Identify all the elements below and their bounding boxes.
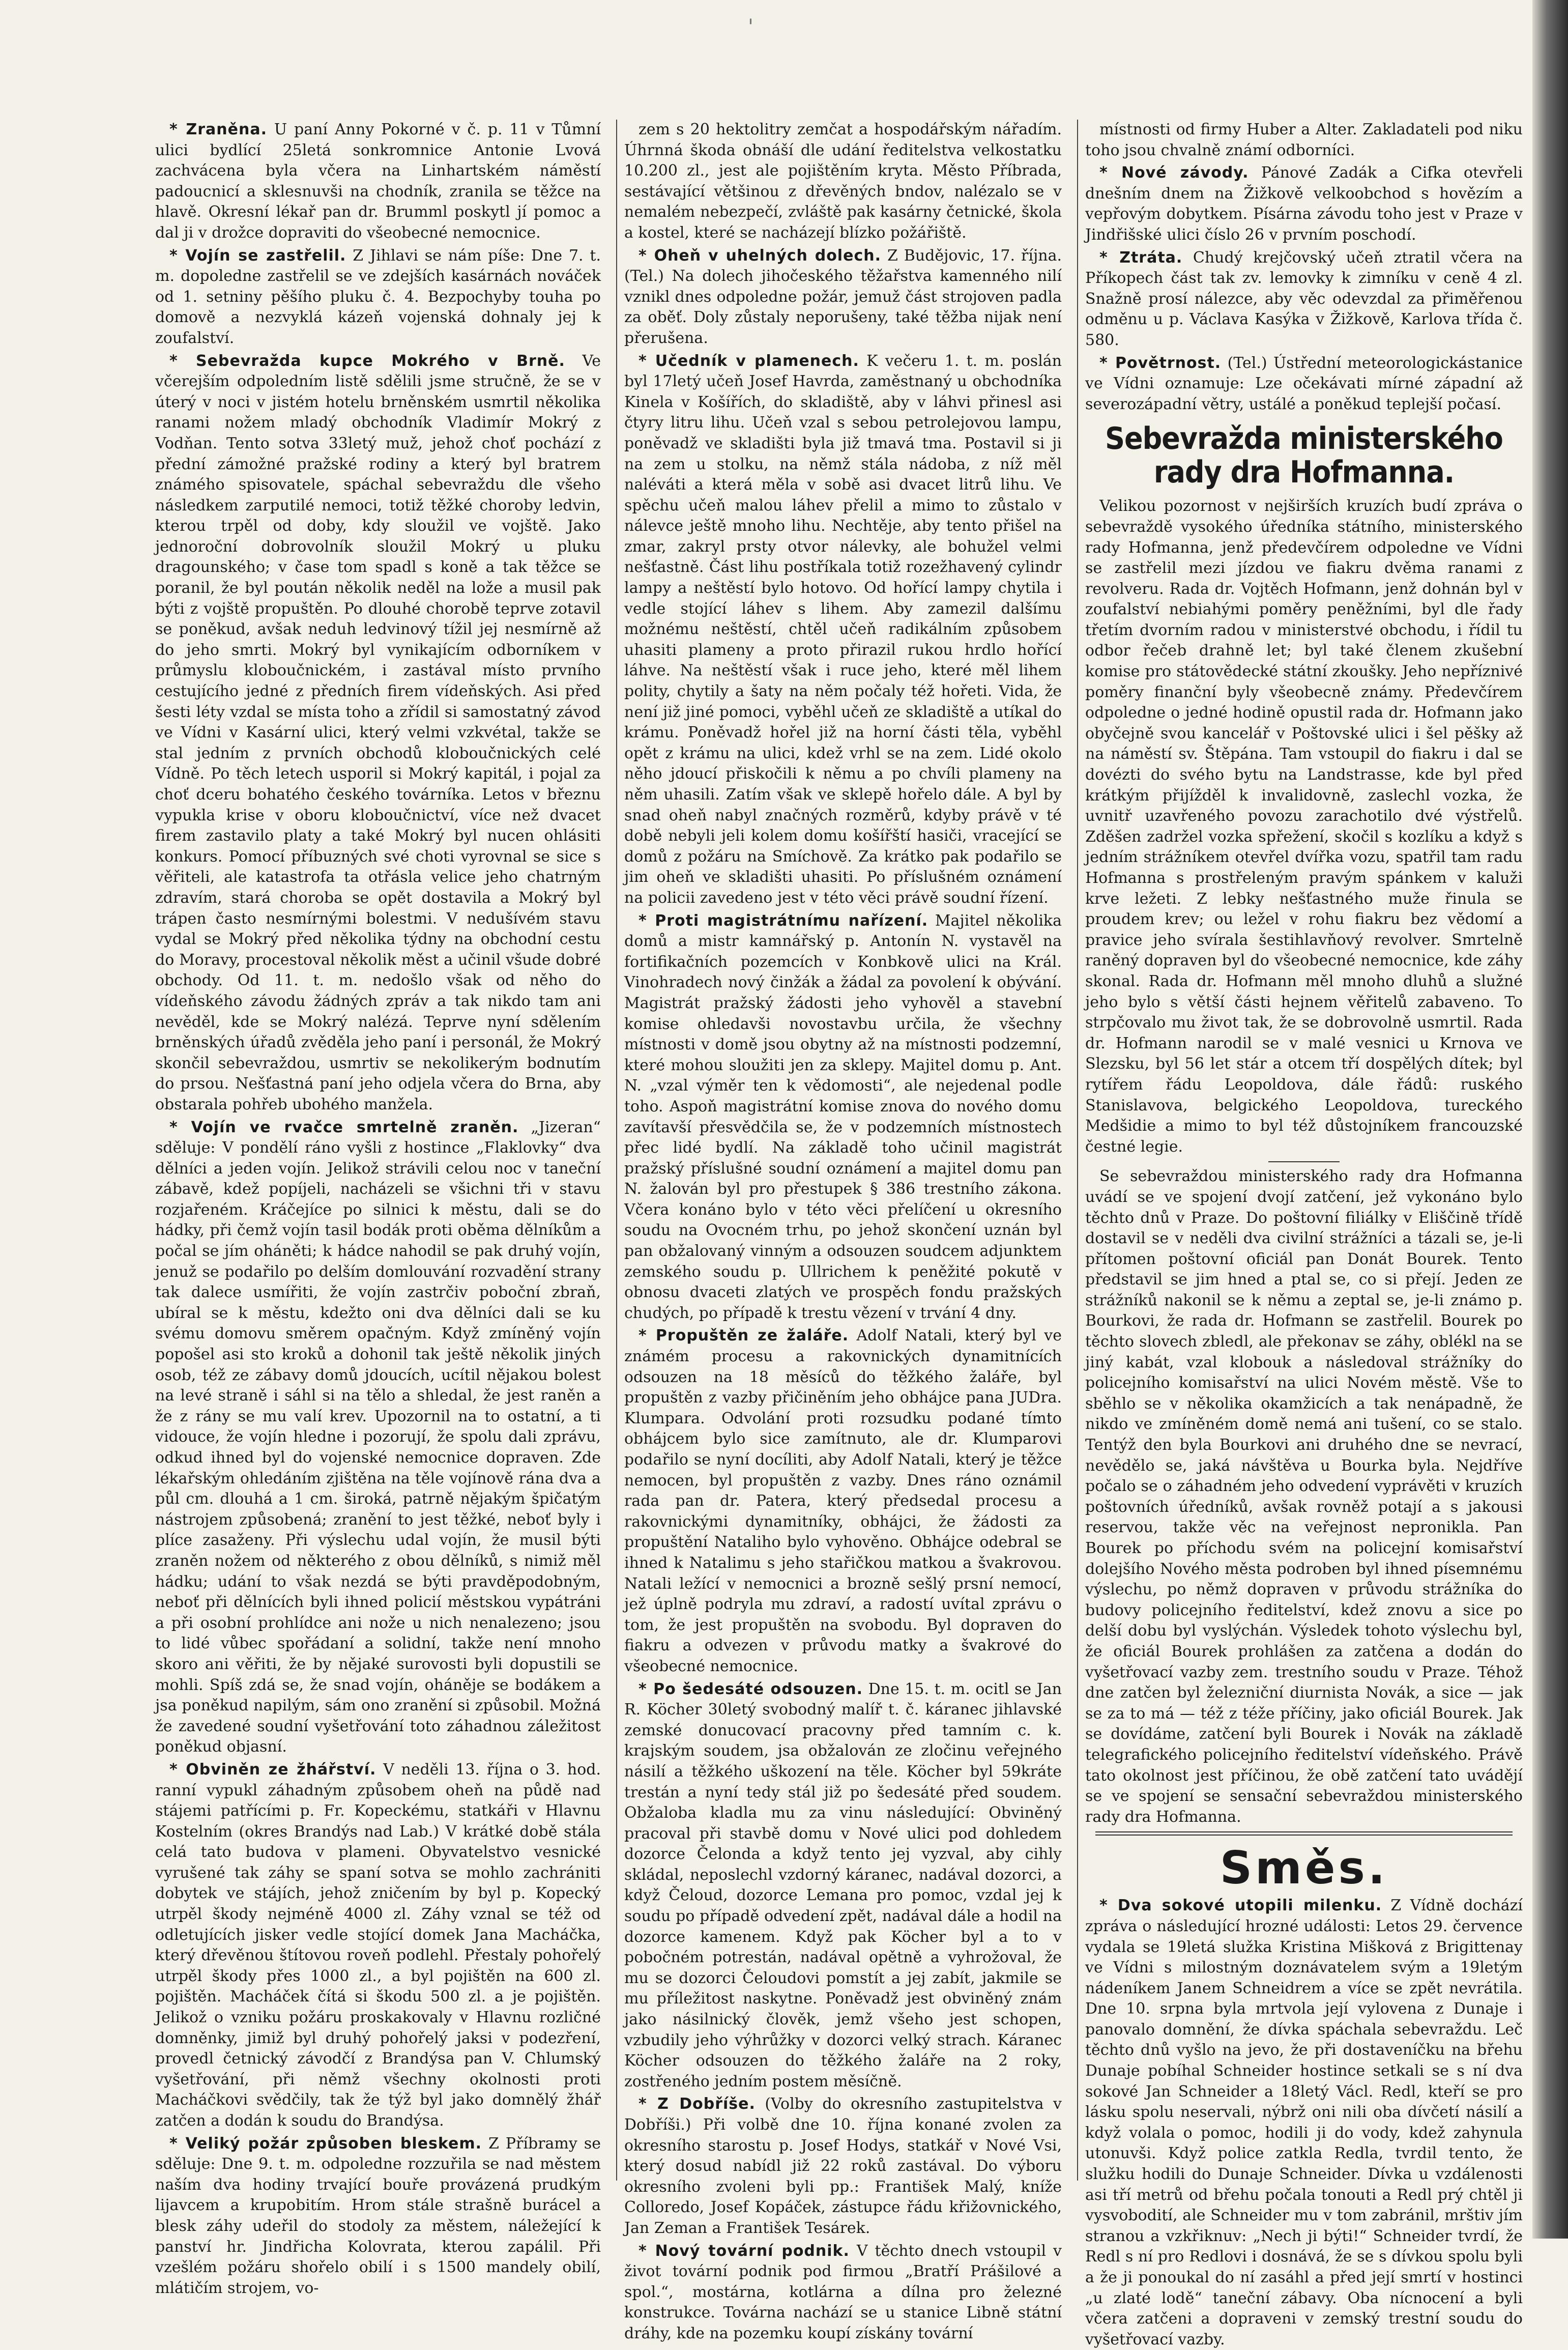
article-paragraph [1085,163,1523,245]
article-heading: * Vojín ve rvačce smrtelně zraněn. [169,1118,519,1136]
article-body: Chudý krejčovský učeň ztratil včera na Příkopech část tak zv. lemovky k zimníku v ceně 4 zl. Snažně prosí nálezce, aby věc odevzdal za přiměřenou odměnu u p. Václava Kasýka v Žižkově, Karlova třída č. 580. [1085,248,1523,349]
article-paragraph [1085,120,1523,161]
article-heading: * Zraněna. [169,121,267,138]
page-mark: ' [748,15,753,39]
news-article [1085,1896,1523,2350]
article-body: V neděli 13. října o 3. hod. ranní vypukl záhadným způsobem oheň na půdě nad stájemi patřícími p. Fr. Kopeckému, statkáři v Hlavnu Kostelním (okres Brandýs nad Lab.) V krátké době stála celá tato budova v plameni. Obyvatelstvo vesnické vyrušené tak záhy se spaní sotva se mohlo zachrániti dobytek ve stájích, jehož zničením by byl p. Kopecký utrpěl škody nejméně 4000 zl. Záhy vznal se též od odletujících jisker vedle stojící domek Jana Macháčka, který dřevěnou štítovou roveň podlehl. Přestaly pohořelý utrpěl škody přes 1000 zl., a byl pojištěn na 600 zl. pojištěn. Macháček čítá si škodu 500 zl. a je pojištěn. Jelikož o vzniku požáru proskakovaly v Hlavnu rozličné domněnky, jimiž byl druhý pohořelý jaksi v podezření, provedl četnický závodčí z Brandýsa pan V. Chlumský vyšetřování, při němž všechny okolnosti proti Macháčkovi svědčily, tak že týž byl jako domnělý žhář zatčen a dodán k soudu do Brandýsa. [155,1760,601,2130]
article-paragraph [624,2241,1062,2344]
article-body: Dne 15. t. m. ocitl se Jan R. Köcher 30letý svobodný malíř t. č. káranec jihlavské zemské donucovací pracovny před tamním c. k. krajským soudem, jsa obžalován ze zločinu veřejného násilí a těžkého uškození na těle. Köcher byl 59kráte trestán a nyní tedy stál již po šedesáté před soudem. Obžaloba kladla mu za vinu následující: Obviněný pracoval při stavbě domu v Nové ulici pod dohledem dozorce Čelonda a když tento jej vyzval, aby cihly skládal, neposlechl vzdorný káranec, nadával dozorci, a když Čeloud, dozorce Lemana pro pomoc, vzdal jej k soudu po případě odvedení zpět, nadával dále a hodil na dozorce kamenem. Když pak Köcher byl a to v pobočném potrestán, nadával opětně a vyhrožoval, že mu se dozorci Čeloudovi pomstít a jej zabít, jakmile se mu příležitost naskytne. Poněvadž jest obviněný znám jako násilnický člověk, jemž všeho jest schopen, vzbudily jeho výhrůžky v dozorci velký strach. Káranec Köcher odsouzen do těžkého žaláře na 2 roky, zostřeného jedním postem měsíčně. [624,1680,1062,2090]
article-body: (Volby do okresního zastupitelstva v Dobříši.) Při volbě dne 10. října konané zvolen za okresního starostu p. Josef Hodys, statkář v Nové Vsi, který dosud nabídl již 22 roků zastával. Do výboru okresního zvoleni byli pp.: František Malý, kníže Colloredo, Josef Kopáček, zástupce řádu křižovnického, Jan Zeman a František Tesárek. [624,2095,1062,2237]
news-article [1085,353,1523,415]
news-article [624,2094,1062,2239]
article-body: zem s 20 hektolitry zemčat a hospodářským nářadím. Úhrnná škoda obnáší dle udání ředitelstva velkostatku 10.200 zl., jest ale pojištěním kryta. Město Příbrada, sestávající většinou z dřevěných bndov, nalézalo se v nemalém nebezpečí, zvláště pak kasárny četnické, škola a kostel, které se nacházejí blízko požářiště. [624,121,1062,242]
news-article [624,2241,1062,2344]
news-article [624,351,1062,909]
text-columns [155,120,1524,2348]
article-body: místnosti od firmy Huber a Alter. Zakladateli pod niku toho jsou chvalně známí odborníci. [1085,121,1523,159]
article-paragraph [624,2094,1062,2239]
feature-headline: Sebevražda ministerského rady dra Hofmanna. [1105,421,1503,491]
article-heading: * Veliký požár způsoben bleskem. [169,2134,482,2153]
news-article [1085,496,1523,1157]
news-article [1085,1166,1523,1827]
news-article [155,246,601,349]
article-paragraph [155,2134,601,2299]
article-paragraph [155,351,601,1115]
article-paragraph [1085,248,1523,351]
article-paragraph [624,911,1062,1324]
news-article [624,911,1062,1324]
article-heading: * Propuštěn ze žaláře. [638,1327,849,1345]
news-article [155,351,601,1115]
article-paragraph [624,120,1062,244]
article-body: Ve včerejším odpoledním listě sdělili jsme stručně, že se v úterý v noci v jistém hotelu brněnském usmrtil několika ranami nožem mladý obchodník Vladimír Mokrý z Vodňan. Tento sotva 33letý muž, jehož choť pochází z přední zámožné pražské rodiny a který byl bratrem známého spisovatele, spáchal sebevraždu dle všeho následkem zarputilé nemoci, totiž těžké choroby ledvin, kterou trpěl od doby, kdy sloužil ve vojště. Jako jednoroční dobrovolník sloužil Mokrý u pluku dragounského; v čase tom spadl s koně a tak těžce se poranil, že byl poután několik neděl na lože a musil pak býti z vojště propuštěn. Po dlouhé chorobě teprve zotavil se poněkud, avšak neduh ledvinový tížil jej nesmírně až do jeho smrti. Mokrý byl vynikajícím odborníkem v průmyslu kloboučnickém, i zastával místo prvního cestujícího jedné z předních firem vídeňských. Asi před šesti léty vzdal se místa toho a zřídil si samostatný závod ve Vídni v Kasární ulici, který velmi vzkvétal, takže se stal jedním z prvních obchodů kloboučnických celé Vídně. Po těch letech usporil si Mokrý kapitál, i pojal za choť dceru bohatého českého továrníka. Letos v březnu vypukla krise v oboru kloboučnictví, více než dvacet firem zastavilo platy a také Mokrý byl nucen ohlásiti konkurs. Pomocí příbuzných své choti vyrovnal se sice s věřiteli, ale katastrofa ta otřásla velice jeho chatrným zdravím, stará choroba se opět dostavila a Mokrý byl trápen často nesmírnými bolestmi. V nedušívém stavu vydal se Mokrý před několika týdny na obchodní cestu do Moravy, procestoval několik měst a učinil všude dobré obchody. Od 11. t. m. nedošlo však od něho do vídeňského závodu žádných zpráv a tak nikdo tam ani nevěděl, kde se Mokrý nalézá. Teprve nyní sdělením brněnských úřadů zvěděla jeho paní i personál, že Mokrý skončil sebevraždou, usmrtiv se nekolikerým bodnutím do prsou. Nešťastná paní jeho odjela včera do Brna, aby obstarala pohřeb ubohého manžela. [155,352,601,1113]
news-article [1085,120,1523,161]
article-body: V těchto dnech vstoupil v život tovární podnik pod firmou „Bratří Prášilové a spol.“, mostárna, kotlárna a dílna pro železné konstrukce. Továrna nachází se u stanice Libně státní dráhy, kde na pozemku koupí získány tovární [624,2242,1062,2342]
article-heading: * Povětrnost. [1099,354,1222,372]
column-3 [1077,120,1523,2348]
article-body: Adolf Natali, který byl ve známém procesu a rakovnických dynamitnících odsouzen na 18 měsíců do těžkého žaláře, byl propuštěn z vazby přičiněním jeho obhájce pana JUDra. Klumpara. Odvolání proti rozsudku podané tímto obhájcem bylo sice zamítnuto, ale dr. Klumparovi podařilo se nyní docíliti, aby Adolf Natali, který je těžce nemocen, byl propuštěn z vazby. Dnes ráno oznámil rada pan dr. Patera, který předsedal procesu a rakovnickými dynamitníky, obhájci, že žádosti za propuštění Nataliho bylo vyhověno. Obhájce odebral se ihned k Natalimu s jeho stařičkou matkou a švakrovou. Natali ležící v nemocnici a brozně sešlý prsní nemocí, jež úplně podryla mu zdraví, a radostí uvítal zprávu o tom, že jest propuštěn na svobodu. Byl dopraven do fiakru a odvezen v průvodu matky a švakrové do všeobecné nemocnice. [624,1327,1062,1675]
article-body: (Tel.) Ústřední meteorologickástanice ve Vídni oznamuje: Lze očekávati mírné západní až severozápadní větry, ustálé a poněkud teplejší počasí. [1085,354,1523,413]
article-body: Majitel několika domů a mistr kamnářský p. Antonín N. vystavěl na fortifikačních pozemcích v Konbkově ulici na Král. Vinohradech nový činžák a žádal za povolení k obývání. Magistrát pražský žádosti jeho vyhověl a stavební komise ohledavši novostavbu určila, že všechny místnosti v domě jsou obytny až na místnosti podzemní, které mohou sloužiti jen za sklepy. Majitel domu p. Ant. N. „vzal výměr ten k vědomosti“, ale nejedenal podle toho. Aspoň magistrátní komise znova do nového domu zavítavší přesvědčila se, že v podzemních místnostech přec lidé bydlí. Na základě toho učinil magistrát pražský příslušné soudní oznámení a majitel domu pan N. žalován byl pro přestupek § 386 trestního zákona. Včera konáno bylo v této věci přelíčení u okresního soudu na Ovocném trhu, po jehož skončení uznán byl pan obžalovaný vinným a odsouzen soudcem adjunktem zemského soudu p. Ullrichem k peněžité pokutě v obnosu dvaceti zlatých ve prospěch fondu pražských chudých, po případě k trestu vězení v trvání 4 dny. [624,911,1062,1322]
news-article [624,1326,1062,1677]
article-body: U paní Anny Pokorné v č. p. 11 v Tůmní ulici bydlící 25letá sonkromnice Antonie Lvová zachvácena byla včera na Linhartském náměstí padoucnicí a sklesnuvši na chodník, zranila se těžce na hlavě. Okresní lékař pan dr. Brumml poskytl jí pomoc a dal ji v drožce dopraviti do všeobecné nemocnice. [155,121,601,242]
article-paragraph [624,1326,1062,1677]
article-heading: * Dva sokové utopili milenku. [1099,1897,1382,1915]
news-article [155,1760,601,2132]
divider-rule [1095,1831,1513,1836]
article-paragraph [155,1760,601,2132]
news-article [155,2134,601,2299]
article-heading: * Nový tovární podnik. [638,2242,850,2260]
divider-rule [1268,1161,1340,1162]
article-paragraph [155,120,601,244]
article-paragraph [624,1679,1062,2093]
article-paragraph [624,246,1062,349]
news-article [624,1679,1062,2093]
article-body: K večeru 1. t. m. poslán byl 17letý učeň Josef Havrda, zaměstnaný u obchodníka Kinela v Košířích, do skladiště, aby v láhvi přinesl asi čtyry litru lihu. Učeň vzal s sebou petrolejovou lampu, poněvadž ve skladišti byla již tmavá tma. Postavil si ji na zem u stolku, na němž stála nádoba, z níž měl naléváti a která měla v sobě asi dvacet litrů lihu. Ve spěchu učeň malou láhev přelil a mimo to zůstalo v nálevce ještě mnoho lihu. Nechtěje, aby tento přišel na zmar, zakryl prsty otvor nálevky, ale bohužel velmi nešťastně. Část lihu postříkala totiž rozežhavený cylindr lampy a neštěstí bylo hotovo. Od hořící lampy chytila i vedle stojící láhev s lihem. Aby zamezil dalšímu možnému neštěstí, chtěl učeň radikálním způsobem uhasiti plameny a proto přirazil rukou hrdlo hořící láhve. Na neštěstí však i ruce jeho, které měl lihem polity, chytily a šaty na něm počaly též hořeti. Vida, že není již jiné pomoci, vyběhl učeň ze skladiště a utíkal do krámu. Poněvadž hořel již na horní části těla, vyběhl opět z krámu na ulici, kdež vrhl se na zem. Lidé okolo něho jdoucí přiskočili k němu a po chvíli plameny na něm uhasili. Zatím však ve sklepě hořelo dále. A byl by snad oheň nabyl značných rozměrů, kdyby právě v té době nebyli jeli kolem domu košířští hasiči, vracející se domů z požáru na Smíchově. Za krátko pak podařilo se jim oheň ve skladišti uhasiti. Po příslušném oznámení na policii zavedeno jest v této věci právě soudní řízení. [624,352,1062,907]
article-body: Se sebevraždou ministerského rady dra Hofmanna uvádí se ve spojení dvojí zatčení, jež vykonáno bylo těchto dnů v Praze. Do poštovní filiálky v Eliščině třídě dostavil se v neděli dva civilní strážníci a tázali se, je-li přítomen poštovní oficiál pan Donát Bourek. Tento představil se jim hned a ptal se, co si přejí. Jeden ze strážníků nakonil se k němu a zeptal se, je-li známo p. Bourkovi, že rada dr. Hofmann se zastřelil. Bourek po těchto slovech zbledl, ale překonav se záhy, oblékl na se jiný kabát, vzal klobouk a následoval strážníky do policejního komisařství na ulici Novém městě. Vše to sběhlo se v několika okamžicích a tak nenápadně, že nikdo ve zmíněném domě nemá ani tušení, co se stalo. Tentýž den byla Bourkovi ani druhého dne se nevrací, nevědělo se, jaká návštěva u Bourka byla. Nejdříve počalo se o záhadném jeho odvedení vyprávěti v kruzích poštovních úředníků, avšak rovněž potají a s jakousi reservou, takže věc na veřejnost nepronikla. Pan Bourek po příchodu svém na policejní komisařství dolejšího Nového města podroben byl ihned písemnému výslechu, po němž dopraven v průvodu strážníka do budovy policejního ředitelství, kdež znovu a sice po delší dobu byl vyslýchán. Výsledek tohoto výslechu byl, že oficiál Bourek prohlášen za zatčena a dodán do vyšetřovací vazby zem. trestního soudu v Praze. Téhož dne zatčen byl železniční diurnista Novák, a sice — jak se za to má — též z téže příčiny, jako oficiál Bourek. Jak se dovídáme, zatčení byli Bourek i Novák na základě telegrafického policejního ředitelství vídeňského. Právě tato okolnost jest příčinou, že obě zatčení tato uvádějí se ve spojení se sensační sebevraždou ministerského rady dra Hofmanna. [1085,1167,1523,1826]
article-paragraph [1085,1166,1523,1827]
article-heading: * Proti magistrátnímu nařízení. [638,911,928,930]
news-article [1085,163,1523,245]
article-body: „Jizeran“ sděluje: V pondělí ráno vyšli z hostince „Flaklovky“ dva dělníci a jeden vojín. Jelikož strávili celou noc v taneční zábavě, kdež popíjeli, nacházeli se všichni tři v stavu rozjařeném. Kráčejíce po silnici k městu, dali se do hádky, při čemž vojín tasil bodák proti oběma dělníkům a počal se jím oháněti; k hádce nahodil se pak druhý vojín, jenuž se podařilo po delším domlouvání rozvadění strany tak dalece usmířiti, že vojín zastrčiv poboční zbraň, ubíral se k městu, kdežto oni dva dělníci dali se ku svému domovu směrem opačným. Když zmíněný vojín popošel asi sto kroků a dohonil tak ještě několik jiných osob, též ze zábavy domů jdoucích, ucítil nějakou bolest na levé straně i sáhl si na tělo a shledal, že jest raněn a že z rány se mu valí krev. Upozornil na to ostatní, a ti vidouce, že vojín hledne i pozorují, že spolu dali zprávu, odkud ihned byl do vojenské nemocnice dopraven. Zde lékařským ohledáním zjištěna na těle vojínově rána dva a půl cm. dlouhá a 1 cm. široká, patrně nějakým špičatým nástrojem způsobená; zranění to jest těžké, neboť byly i plíce zasaženy. Při výslechu udal vojín, že musil býti zraněn nožem od některého z obou dělníků, s nimiž měl hádku; udání to však nezdá se býti pravděpodobným, neboť při dělnících byli ihned policií městskou vypátráni a při osobní prohlídce ani nože u nich nenalezeno; jsou to lidé vůbec spořádaní a solidní, takže není mnoho skoro ani věřiti, že by nějaké surovosti byli dopustili se mohli. Spíš zdá se, že snad vojín, oháněje se bodákem a jsa poněkud napilým, sám ono zranění si způsobil. Možná že zavedené soudní vyšetřování toto záhadnou záležitost poněkud objasní. [155,1118,601,1756]
article-heading: * Oheň v uhelných dolech. [638,246,881,265]
article-heading: * Učedník v plamenech. [638,352,859,370]
section-heading: Směs. [1219,1842,1388,1895]
column-2 [616,120,1062,2342]
article-body: Z Příbramy se sděluje: Dne 9. t. m. odpoledne rozzuřila se nad městem naším dva hodiny trvající bouře provázená prudkým lijavcem a krupobitím. Hrom stále strašně burácel a blesk záhy udeřil do stodoly za městem, náležející k panství hr. Jindřicha Kolovrata, kterou zapálil. Při vzešlém požáru shořelo obilí i s 1500 mandely obilí, mlátičím strojem, vo- [155,2134,601,2297]
article-heading: * Po šedesáté odsouzen. [638,1680,863,1698]
article-body: Velikou pozornost v nejširších kruzích budí zpráva o sebevraždě vysokého úředníka státního, ministerského rady Hofmanna, jenž předevčírem odpoledne ve Vídni se zastřelil mezi jízdou ve fiakru dvěma ranami z revolveru. Rada dr. Vojtěch Hofmann, jenž dohnán byl v zoufalství nebiahými poměry peněžními, byl dle řady třetím dvorním radou v ministerstvé obchodu, i řídil tu odbor řečeb drahně let; byl také členem zkušební komise pro státovědecké státní zkoušky. Jeho nepříznivé poměry finanční byly všeobecně známy. Předevčírem odpoledne o jedné hodině opustil rada dr. Hofmann jako obyčejně svou kancelář v Poštovské ulici i šel pěšky až na náměstí sv. Štěpána. Tam vstoupil do fiakru i dal se dovézti do svého bytu na Landstrasse, kde byl před krátkým přijížděl k invalidovně, zaslechl vozka, že uvnitř uzavřeného povozu zarachotilo dvé výstřelů. Zděšen zadržel vozka spřežení, skočil s kozlíku a když s jedním strážníkem otevřel dvířka vozu, spatřil tam radu Hofmanna s prostřeleným pravým spánkem v kaluži krve ležeti. Z lebky nešťastného muže řinula se proudem krev; ou ležel v rohu fiakru bez vědomí a pravice jeho svírala šestihlavňový revolver. Smrtelně raněný dopraven byl do všeobecné nemocnice, kde záhy skonal. Rada dr. Hofmann měl mnoho dluhů a služné jeho bylo s větší části hejnem věřitelů zabaveno. To strpčovalo mu život tak, že se dobrovolně usmrtil. Rada dr. Hofmann narodil se v malé vesnici u Krnova ve Slezsku, byl 56 let stár a otcem tří dospělých dítek; byl rytířem řádu Leopoldova, dále řádů: ruského Stanislavova, belgického Leopoldova, tureckého Medšidie a mimo to byl též důstojníkem francouzské čestné legie. [1085,497,1523,1156]
article-paragraph [1085,496,1523,1157]
article-body: Z Vídně dochází zpráva o následující hrozné události: Letos 29. července vydala se 19letá služka Kristina Mišková z Brigittenay ve Vídni s milostným doznávatelem svým a 19letým nádeníkem Janem Schneidrem a více se zpět nevrátila. Dne 10. srpna byla mrtvola její vylovena z Dunaje i panovalo domnění, že dívka spáchala sebevraždu. Leč těchto dnů vyšlo na jevo, že při dostaveníčku na břehu Dunaje pobíhal Schneider hostince setkali se s ní dva sokové Jan Schneider a 18letý Václ. Redl, kteří se pro lásku spolu neservali, nýbrž oni nili oba dívčetí násilí a když volala o pomoc, hodili ji do vody, kdež zahynula utonuvši. Když police zatkla Redla, tvrdil tento, že služku hodili do Dunaje Schneider. Dívka u vzdálenosti asi tří metrů od břehu počala tonouti a Redl prý chtěl ji vysvobodití, ale Schneider mu v tom zabránil, mrštiv jím stranou a vzkřiknuv: „Nech ji býti!“ Schneider tvrdí, že Redl s ní pro Redlovi i dosnává, že se s dívkou spolu byli a že ji ponoukal do ní zasáhl a před její smrtí v hostinci „u zlaté lodě“ taneční zábavy. Oba nícnocení a byli včera zatčeni a dopraveni v zemský trestní soudu do vyšetřovací vazby. [1085,1897,1523,2348]
binding-edge [1532,0,1568,2239]
article-paragraph [155,246,601,349]
article-heading: * Obviněn ze žhářství. [169,1760,376,1779]
article-heading: * Nové závody. [1099,164,1249,182]
news-article [155,120,601,244]
article-heading: * Ztráta. [1099,248,1183,267]
news-article [624,120,1062,244]
article-body: Z Jihlavi se nám píše: Dne 7. t. m. dopoledne zastřelil se ve zdejších kasárnách nováček od 1. setniny pěšího pluku č. 4. Bezpochyby touha po domově a nezvyklá kázeň vojenská dohnaly jej k zoufalství. [155,246,601,347]
column-1 [155,120,601,2297]
article-heading: * Vojín se zastřelil. [169,246,346,265]
article-body: Z Budějovic, 17. října. (Tel.) Na dolech jihočeského těžařstva kamenného nilí vznikl dnes odpoledne požár, jemuž část strojoven padla za oběť. Doly zůstaly neporušeny, také těžba nijak není přerušena. [624,246,1062,347]
article-paragraph [624,351,1062,909]
article-heading: * Sebevražda kupce Mokrého v Brně. [169,352,565,370]
article-paragraph [1085,353,1523,415]
article-paragraph [1085,1896,1523,2350]
article-paragraph [155,1117,601,1758]
news-article [624,246,1062,349]
article-body: Pánové Zadák a Cifka otevřeli dnešním dnem na Žižkově velkoobchod s hovězím a vepřovým dobytkem. Písárna závodu toho jest v Praze v Jindřišské ulici číslo 26 v prvním poschodí. [1085,164,1523,244]
news-article [155,1117,601,1758]
news-article [1085,248,1523,351]
article-heading: * Z Dobříše. [638,2095,756,2113]
